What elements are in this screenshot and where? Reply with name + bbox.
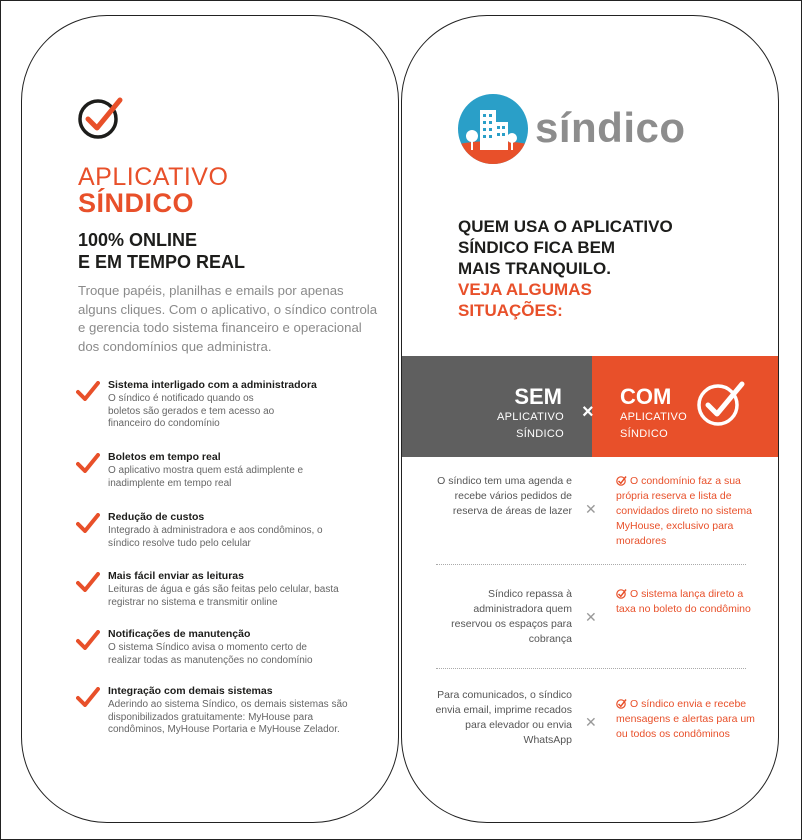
right-panel: [401, 15, 779, 823]
left-panel: [21, 15, 399, 823]
situation-com-text: O sistema lança direto a taxa no boleto do condômino: [616, 588, 751, 615]
check-icon: [76, 630, 100, 650]
intro-paragraph: Troque papéis, planilhas e emails por apenas alguns cliques. Com o aplicativo, o síndico controla e gerencia todo sistema financeiro e operacional dos condomínios que administra.: [78, 283, 378, 354]
situation-sem: Para comunicados, o síndico envia email, imprime recados para elevador ou envia WhatsApp: [435, 689, 572, 746]
versus-icon: ×: [582, 401, 594, 423]
feature-title: Sistema interligado com a administradora: [108, 379, 317, 391]
check-icon: [76, 687, 100, 707]
com-sub-2: SÍNDICO: [620, 428, 668, 440]
subheadline-line-2: SITUAÇÕES:: [458, 301, 563, 320]
com-sub-1: APLICATIVO: [620, 411, 687, 423]
logo-icon: [458, 94, 528, 164]
check-icon: [76, 572, 100, 592]
headline-line-3: MAIS TRANQUILO.: [458, 259, 611, 278]
feature-desc: O sistema Síndico avisa o momento certo de realizar todas as manutenções no condomínio: [108, 642, 313, 666]
subheadline-line-1: VEJA ALGUMAS: [458, 280, 592, 299]
feature-title: Integração com demais sistemas: [108, 685, 273, 697]
feature-title: Boletos em tempo real: [108, 451, 221, 463]
check-icon: [76, 453, 100, 473]
sem-title: SEM: [514, 384, 562, 409]
check-icon: [76, 513, 100, 533]
feature-title: Notificações de manutenção: [108, 628, 251, 640]
feature-desc: O síndico é notificado quando os boletos são gerados e tem acesso ao financeiro do condomínio: [108, 393, 275, 429]
feature-desc: O aplicativo mostra quem está adimplente e inadimplente em tempo real: [108, 465, 304, 489]
app-word: APLICATIVO: [78, 163, 229, 191]
situation-com-text: O condomínio faz a sua própria reserva e lista de convidados direto no sistema MyHouse, exclusivo para moradores: [616, 475, 752, 547]
logo-text: síndico: [535, 104, 686, 151]
sem-subtitle: [497, 409, 564, 443]
headline-line-2: SÍNDICO FICA BEM: [458, 238, 616, 257]
feature-desc: Integrado à administradora e aos condôminos, o síndico resolve tudo pelo celular: [108, 525, 323, 549]
check-circle-icon: [616, 475, 627, 486]
headline-line-1: QUEM USA O APLICATIVO: [458, 217, 673, 236]
divider: [436, 668, 746, 669]
check-icon: [76, 381, 100, 401]
sindico-word: SÍNDICO: [78, 188, 195, 218]
x-icon: ✕: [585, 609, 597, 625]
feature-desc: Leituras de água e gás são feitas pelo celular, basta registrar no sistema e transmitir online: [108, 584, 339, 608]
online-line-2: E EM TEMPO REAL: [78, 252, 246, 272]
x-icon: ✕: [585, 501, 597, 517]
divider: [436, 564, 746, 565]
feature-title: Redução de custos: [108, 511, 205, 523]
x-icon: ✕: [585, 714, 597, 730]
check-circle-icon: [616, 698, 627, 709]
check-circle-icon: [616, 588, 627, 599]
situation-sem: Síndico repassa à administradora quem reservou os espaços para cobrança: [451, 588, 572, 645]
check-circle-icon: [78, 94, 124, 140]
sem-sub-2: SÍNDICO: [516, 428, 564, 440]
situation-com: [616, 697, 756, 742]
situation-com: [616, 587, 756, 617]
feature-title: Mais fácil enviar as leituras: [108, 570, 244, 582]
subheadline: [458, 279, 592, 321]
com-title: COM: [620, 384, 672, 409]
situation-sem: O síndico tem uma agenda e recebe vários pedidos de reserva de áreas de lazer: [437, 475, 572, 517]
online-heading: [78, 229, 245, 273]
online-line-1: 100% ONLINE: [78, 230, 198, 250]
check-circle-icon: [696, 376, 748, 428]
sem-sub-1: APLICATIVO: [497, 411, 564, 423]
situation-com: [616, 474, 756, 549]
com-subtitle: [620, 409, 687, 443]
feature-desc: Aderindo ao sistema Síndico, os demais sistemas são disponibilizados gratuitamente: MyHouse para condôminos, MyHouse Portaria e MyHouse Zelador.: [108, 699, 348, 735]
headline: [458, 216, 673, 279]
situation-com-text: O síndico envia e recebe mensagens e alertas para um ou todos os condôminos: [616, 698, 755, 740]
